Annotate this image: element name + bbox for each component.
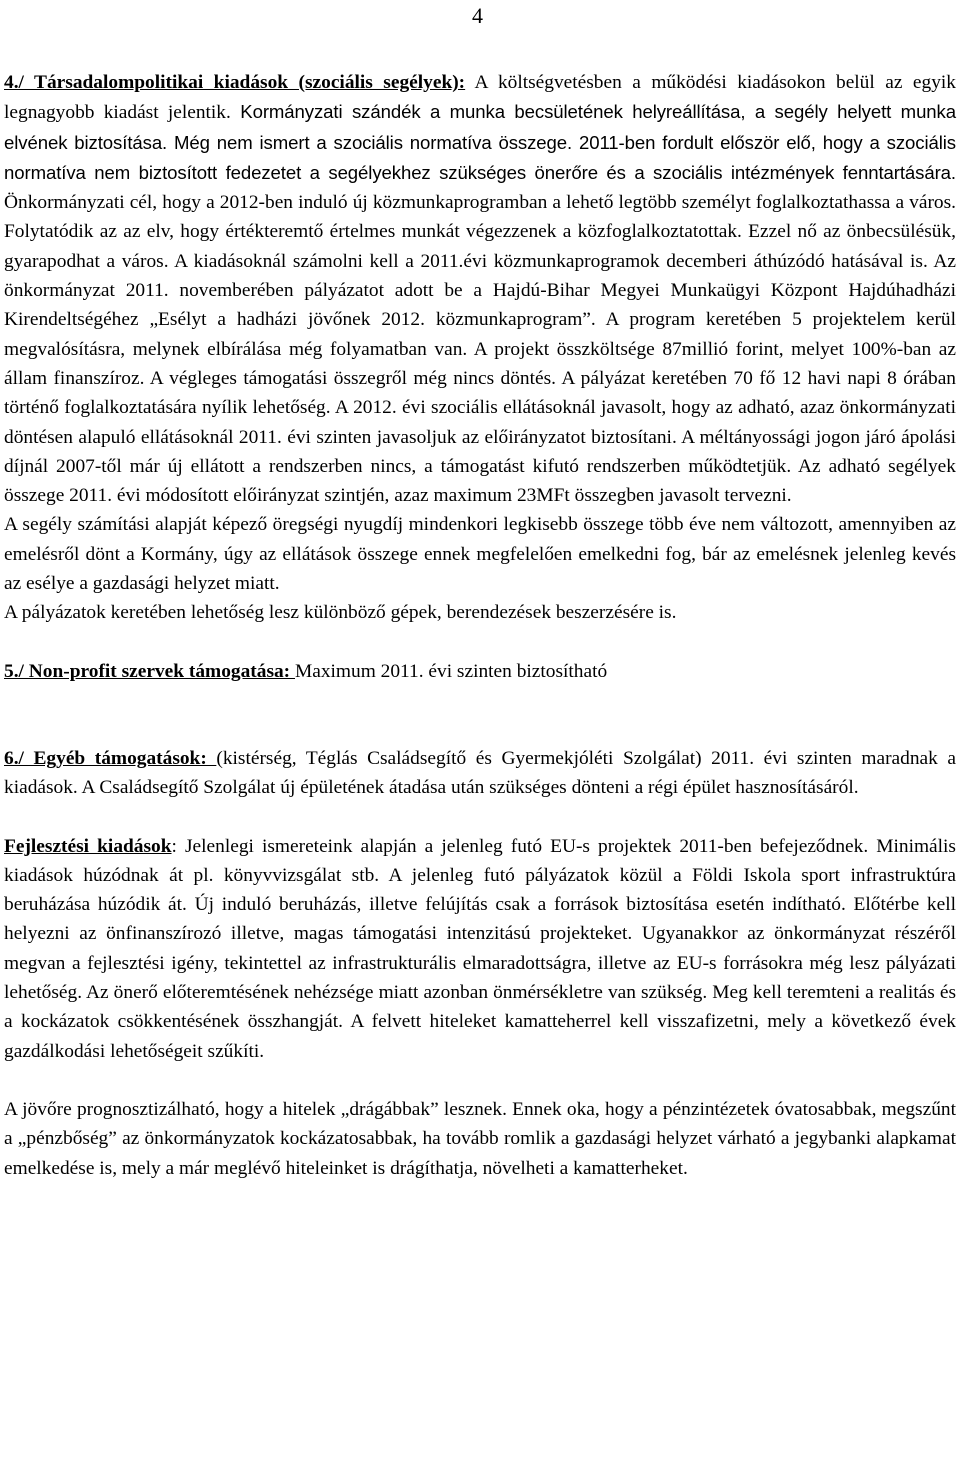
section-6-paragraph <box>4 744 956 803</box>
document-body <box>4 68 956 1183</box>
section-4-body: Önkormányzati cél, hogy a 2012-ben induló új közmunkaprogramban a lehető legtöbb személyt foglalkoztathassa a város. Folytatódik az az elv, hogy értékteremtő értelmes munkát végezzenek a közfoglalkoztatottak. Ezzel nő az önbecsülésük, gyarapodhat a város. A kiadásoknál számolni kell a 2011.évi közmunkaprogramok decemberi áthúzódó hatásával is. Az önkormányzat 2011. novemberében pályázatot adott be a Hajdú-Bihar Megyei Munkaügyi Központ Hajdúhadházi Kirendeltségéhez „Esélyt a hadházi jövőnek 2012. közmunkaprogram”. A program keretében 5 projektelem kerül megvalósításra, melynek elbírálása még folyamatban van. A projekt összköltsége 87millió forint, melyet 100%-ban az állam finanszíroz. A végleges támogatási összegről még nincs döntés. A pályázat keretében 70 fő 12 havi napi 8 órában történő foglalkoztatására nyílik lehetőség. A 2012. évi szociális ellátásoknál javasolt, hogy az adható, azaz önkormányzati döntésen alapuló ellátásoknál 2011. évi szinten javasoljuk az előirányzatot biztosítani. A méltányossági jogon járó ápolási díjnál 2007-től már új ellátott a rendszerben nincs, a támogatást kifutó rendszerben működtetjük. Az adható segélyek összege 2011. évi módosított előirányzat szintjén, azaz maximum 23MFt összegben javasolt tervezni. <box>4 192 956 507</box>
section-6-heading: 6./ Egyéb támogatások: <box>4 747 217 769</box>
spacer <box>4 803 956 832</box>
development-text: : Jelenlegi ismereteink alapján a jelenleg futó EU-s projektek 2011-ben befejeződnek. Minimális kiadások húzódnak át pl. könyvvizsgálat stb. A jelenleg futó pályázatok közül a Földi Iskola sport infrastruktúra beruházása húzódik át. Új induló beruházás, illetve felújítás csak a források biztosítása esetén indítható. Előtérbe kell helyezni az önfinanszírozó illetve, magas támogatási intenzitású projekteket. Ugyanakkor az önkormányzat részéről megvan a fejlesztési igény, tekintettel az infrastrukturális elmaradottságra, illetve az EU-s forrásokra még lesz pályázati lehetőség. Az önerő előteremtésének nehézsége miatt azonban önmérsékletre van szükség. Meg kell teremteni a realitás és a kockázatok csökkentésének összhangját. A felvett hiteleket kamatteherrel kell visszafizetni, mely a következő évek gazdálkodási lehetőségeit szűkíti. <box>4 835 956 1062</box>
section-6-text: (kistérség, Téglás Családsegítő és Gyermekjóléti Szolgálat) 2011. évi szinten maradnak a kiadások. A Családsegítő Szolgálat új épületének átadása után szükséges dönteni a régi épület hasznosításáról. <box>4 747 957 799</box>
section-4-heading: 4./ Társadalompolitikai kiadások (szociális segélyek): <box>4 72 466 93</box>
spacer <box>4 628 956 657</box>
development-paragraph <box>4 832 956 1066</box>
section-4-sans-text: Kormányzati szándék a munka becsületének helyreállítása, a segély helyett munka elvének biztosítása. Még nem ismert a szociális normatíva összege. 2011-ben fordult először elő, hogy a szociális normatíva nem biztosított fedezetet a segélyekhez szükséges önerőre és a szociális intézmények fenntartására. <box>4 101 956 183</box>
section-4-paragraph <box>4 68 956 510</box>
spacer <box>4 1066 956 1095</box>
section-4-paragraph-3: A pályázatok keretében lehetőség lesz különböző gépek, berendezések beszerzésére is. <box>4 602 677 624</box>
section-5-paragraph <box>4 657 956 686</box>
section-5-heading: 5./ Non-profit szervek támogatása: <box>4 660 295 682</box>
page-number: 4 <box>472 3 483 28</box>
final-paragraph: A jövőre prognosztizálható, hogy a hitelek „drágábbak” lesznek. Ennek oka, hogy a pénzintézetek óvatosabbak, megszűnt a „pénzbőség” az önkormányzatok kockázatosabbak, ha tovább romlik a gazdasági helyzet várható a jegybanki alapkamat emelkedése is, mely a már meglévő hiteleinket is drágíthatja, növelheti a kamatterheket. <box>4 1098 956 1179</box>
section-5-text: Maximum 2011. évi szinten biztosítható <box>295 660 608 682</box>
section-4-lead: A költségvetésben a működési kiadásokon belül az egyik legnagyobb kiadást jelentik. <box>4 72 956 124</box>
spacer <box>4 686 956 744</box>
section-4-paragraph-2: A segély számítási alapját képező öregségi nyugdíj mindenkori legkisebb összege több éve nem változott, amennyiben az emelésről dönt a Kormány, úgy az ellátások összege ennek megfelelően emelkedni fog, bár az emelésnek jelenleg kevés az esélye a gazdasági helyzet miatt. <box>4 514 956 595</box>
development-heading: Fejlesztési kiadások <box>4 835 172 857</box>
